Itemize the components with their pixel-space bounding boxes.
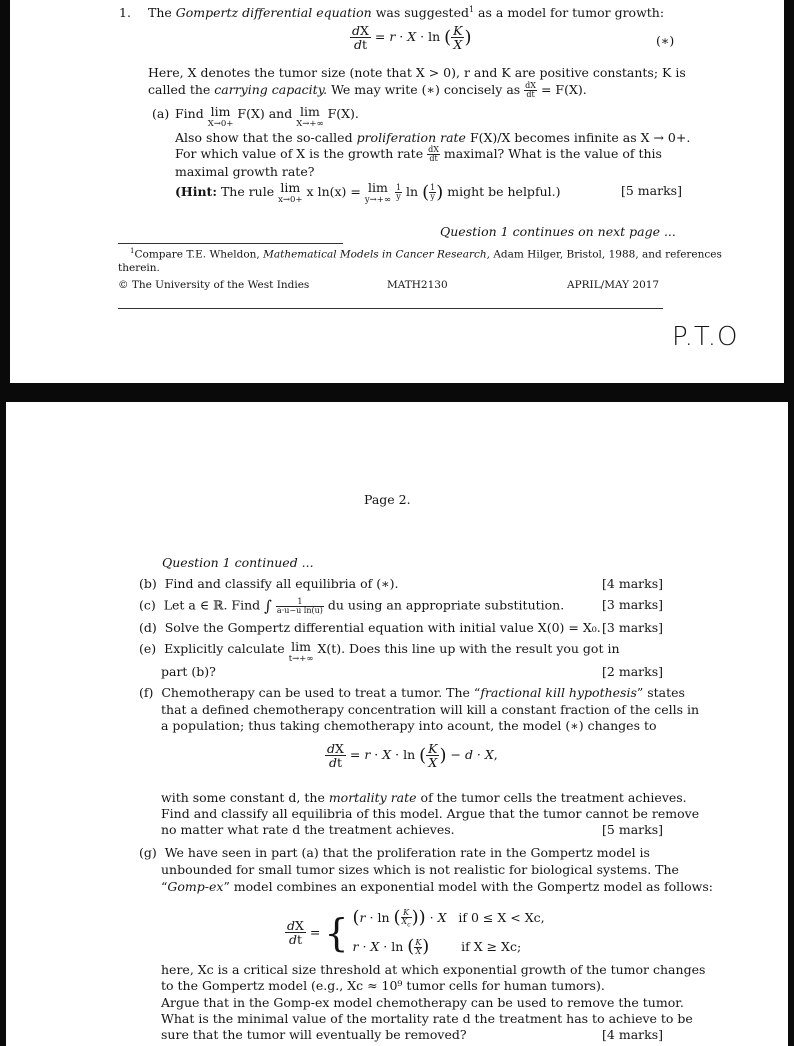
part-e-line-2: part (b)? [2 marks] [161,664,663,679]
part-f-after-2: Find and classify all equilibria of this model. Argue that the tumor cannot be remove [161,806,700,821]
footnote: $^1$Compare T.E. Wheldon, Mathematical Models in Cancer Research, Adam Hilger, Bristol, 1988, and references [130,247,722,261]
equation-tag: (∗) [656,33,675,48]
gompertz-equation: $\frac{dX}{dt}$ = r · X · ln ( $\frac{K}{X}$ ) [352,23,472,53]
part-g-line-2: unbounded for small tumor sizes which is not realistic for biological systems. The [161,862,679,877]
footnote-line-2: therein. [118,262,160,274]
part-a-marks: [5 marks] [621,183,682,198]
scan-border-left-lower [0,402,6,1046]
part-b: (b) Find and classify all equilibria of (∗). [4 marks] [139,576,663,591]
scan-border-left [0,0,10,383]
part-f-line-1: (f) Chemotherapy can be used to treat a tumor. The “fractional kill hypothesis” states [139,685,685,700]
part-d-marks: [3 marks] [602,620,663,635]
gomp-ex-equation: $\frac{dX}{dt}$ = { (r · ln ( $\frac{K}{X_c}$ )) · X if 0 ≤ X < Xc, r · X · ln ( $\frac{K}{X}$ ) if X ≥ Xc; [287,907,545,957]
part-a-text: Find lim X→0+ F(X) and lim X→+∞ F(X). [175,104,359,129]
scan-border-right-lower [788,402,794,1046]
part-b-marks: [4 marks] [602,576,663,591]
part-f-line-2: that a defined chemotherapy concentration will kill a constant fraction of the cells in [161,702,700,717]
hint: (Hint: The rule lim x→0+ x ln(x) = lim y→+∞ $\frac{1}{y}$ ln ( $\frac{1}{y}$ ) might be helpful.) [175,180,561,205]
part-g-after-5: sure that the tumor will eventually be removed? [4 marks] [161,1027,663,1042]
chemotherapy-equation: $\frac{dX}{dt}$ = r · X · ln ( $\frac{K}{X}$ ) − d · X, [327,741,498,771]
handwritten-pto: P.T.O [672,322,739,352]
question-number: 1. [119,5,131,20]
footnote-rule [118,243,343,244]
part-g-line-3: “Gomp-ex” model combines an exponential model with the Gompertz model as follows: [161,879,714,894]
part-g-after-1: here, Xc is a critical size threshold at which exponential growth of the tumor changes [161,962,706,977]
page-separator-band [0,383,794,402]
part-e-marks: [2 marks] [602,664,663,679]
part-a-label: (a) [152,106,170,121]
part-a-which: For which value of X is the growth rate $\frac{dX}{dt}$ maximal? What is the value of this [175,145,662,163]
question-intro: The Gompertz differential equation was suggested$^1$ as a model for tumor growth: [148,5,665,21]
part-c: (c) Let a ∈ ℝ. Find ∫ $\frac{1}{\text{a·u−u ln(u)}}$ du using an appropriate substitution. [3 marks] [139,596,663,615]
footer-rule [118,308,663,309]
part-g-after-4: What is the minimal value of the mortality rate d the treatment has to achieve to be [161,1011,693,1026]
continues-note: Question 1 continues on next page ... [440,224,676,239]
part-a-which-2: maximal growth rate? [175,164,315,179]
part-g-marks: [4 marks] [602,1027,663,1042]
part-f-after-1: with some constant d, the mortality rate of the tumor cells the treatment achieves. [161,790,687,805]
part-g-after-2: to the Gompertz model (e.g., Xc ≈ 10⁹ tumor cells for human tumors). [161,978,605,993]
part-d: (d) Solve the Gompertz differential equation with initial value X(0) = X₀. [3 marks] [139,620,663,635]
scan-border-right [784,0,794,383]
here-line-1: Here, X denotes the tumor size (note that X > 0), r and K are positive constants; K is [148,65,686,80]
footer-date: APRIL/MAY 2017 [567,279,660,291]
page-number: Page 2. [364,492,411,507]
part-f-after-3: no matter what rate d the treatment achieves. [5 marks] [161,822,663,837]
part-f-marks: [5 marks] [602,822,663,837]
part-f-line-3: a population; thus taking chemotherapy into acount, the model (∗) changes to [161,718,657,733]
here-line-2: called the carrying capacity. We may write (∗) concisely as $\frac{dX}{dt}$ = F(X). [148,81,587,99]
footer-university: © The University of the West Indies [118,279,310,291]
footer-course-code: MATH2130 [387,279,448,291]
part-c-marks: [3 marks] [602,597,663,612]
question-continued: Question 1 continued ... [162,555,314,570]
part-g-line-1: (g) We have seen in part (a) that the proliferation rate in the Gompertz model is [139,845,650,860]
part-g-after-3: Argue that in the Gomp-ex model chemotherapy can be used to remove the tumor. [161,995,684,1010]
part-a-also: Also show that the so-called proliferation rate F(X)/X becomes infinite as X → 0+. [175,130,691,145]
part-e: (e) Explicitly calculate lim t→+∞ X(t). Does this line up with the result you got in [139,639,620,664]
